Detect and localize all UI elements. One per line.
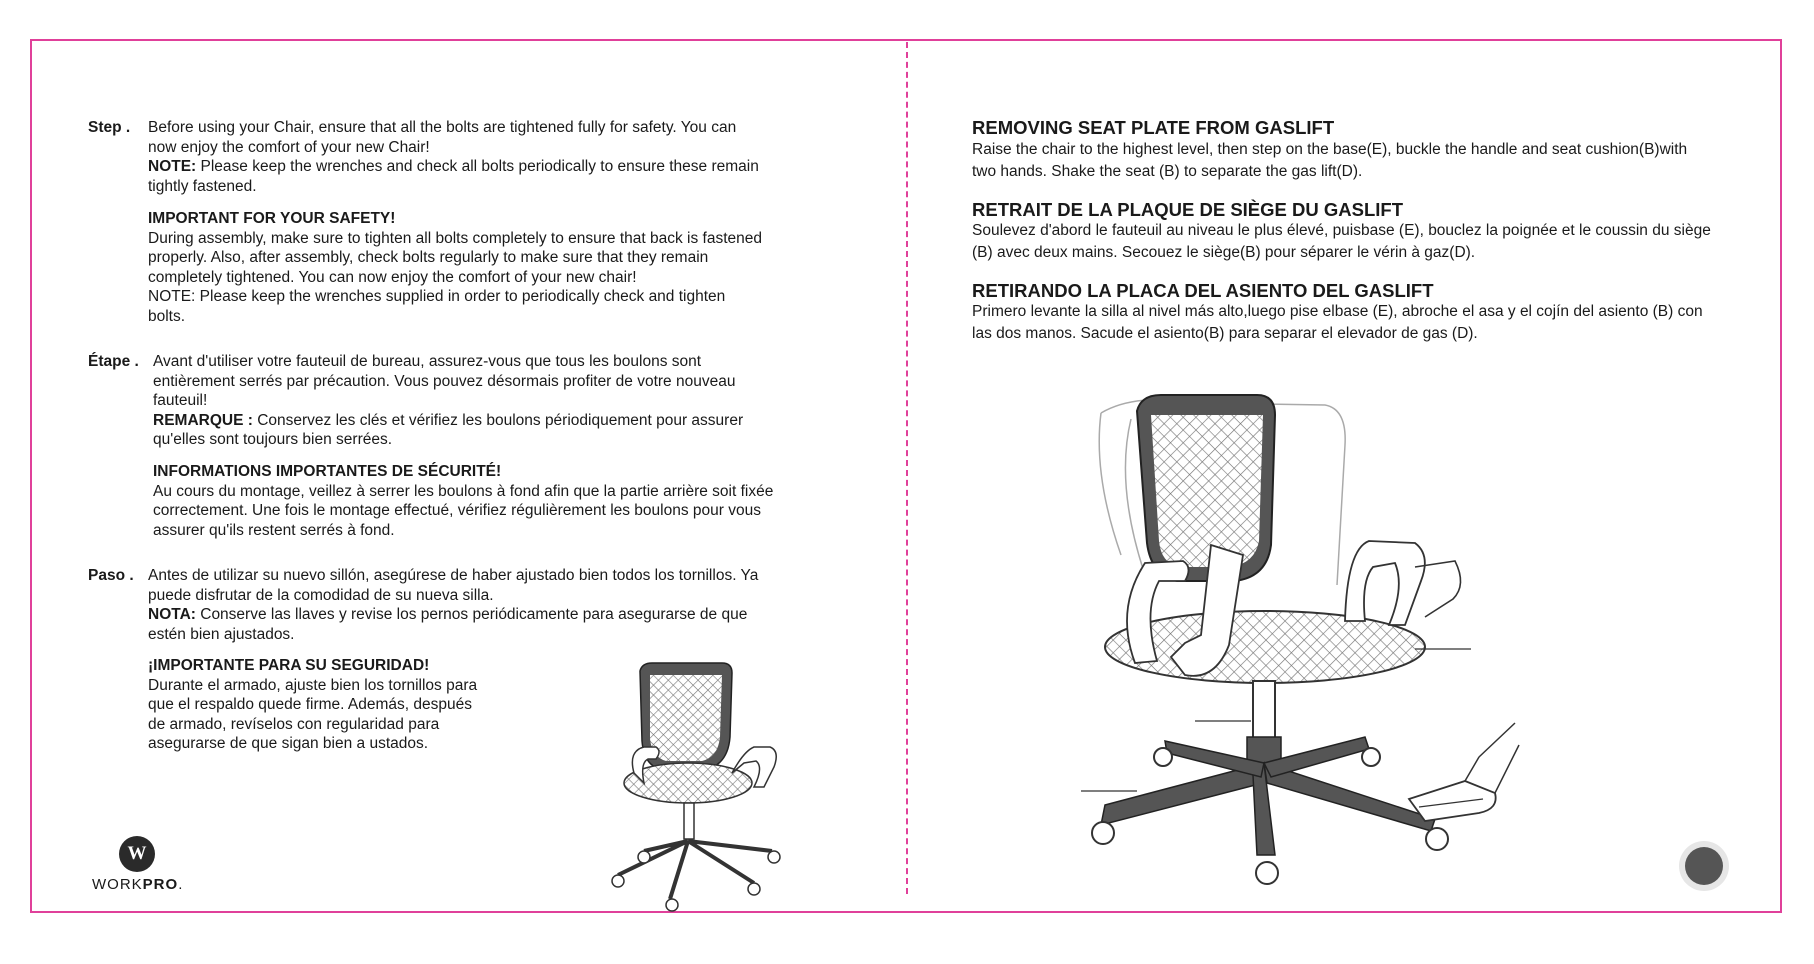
step-text: Before using your Chair, ensure that all the bolts are tightened fully for safety. You can now enjoy the comfort of your new Chair! NOTE: Please keep the wrenches and check all bolts periodically to ensure these remain tightly fastened.: [148, 119, 759, 195]
removing-title: REMOVING SEAT PLATE FROM GASLIFT: [972, 117, 1335, 138]
step-label: Step .: [88, 119, 131, 136]
paso-text: Antes de utilizar su nuevo sillón, asegúrese de haber ajustado bien todos los tornillos. Ya puede disfrutar de la comodidad de su nueva silla. NOTA: Conserve las llaves y revise los pernos periódicamente para asegurarse de que estén bien ajustados.: [148, 567, 759, 643]
etape-important-block: INFORMATIONS IMPORTANTES DE SÉCURITÉ! Au cours du montage, veillez à serrer les boulons à fond afin que la partie arrière soit fixée correctement. Une fois le montage effectué, vérifiez régulièrement les boulons pour vous assurer qu'ils restent serrés à fond.: [153, 463, 774, 539]
retirando-title: RETIRANDO LA PLACA DEL ASIENTO DEL GASLIFT: [972, 280, 1434, 301]
page-number-badge: [1679, 841, 1729, 891]
workpro-logo: [92, 836, 182, 893]
paso-label: Paso .: [88, 567, 134, 584]
retrait-title: RETRAIT DE LA PLAQUE DE SIÈGE DU GASLIFT: [972, 199, 1404, 220]
paso-important-title: ¡IMPORTANTE PARA SU SEGURIDAD!: [148, 657, 430, 674]
workpro-logo-mark: W: [119, 836, 155, 872]
retirando-text: Primero levante la silla al nivel más alto,luego pise elbase (E), abroche el asa y el cojín del asiento (B) con las dos manos. Sacude el asiento(B) para separar el elevador de gas (D).: [972, 303, 1703, 342]
step-important-block: IMPORTANT FOR YOUR SAFETY! During assembly, make sure to tighten all bolts completely to ensure that back is fastened properly. Also, after assembly, check bolts regularly to make sure that they remain completely tightened. You can now enjoy the comfort of your new chair! NOTE: Please keep the wrenches supplied in order to periodically check and tighten bolts.: [148, 210, 762, 325]
removing-text: Raise the chair to the highest level, then step on the base(E), buckle the handle and seat cushion(B)with two hands. Shake the seat (B) to separate the gas lift(D).: [972, 141, 1688, 180]
etape-important-title: INFORMATIONS IMPORTANTES DE SÉCURITÉ!: [153, 463, 502, 480]
paso-important-block: ¡IMPORTANTE PARA SU SEGURIDAD! Durante el armado, ajuste bien los tornillos para que el respaldo quede firme. Además, después de armado, revíselos con regularidad para asegurarse de que sigan bien a ustados.: [148, 657, 478, 753]
etape-text: Avant d'utiliser votre fauteuil de bureau, assurez-vous que tous les boulons sont entièrement serrés par précaution. Vous pouvez désormais profiter de votre nouveau fauteuil! REMARQUE : Conservez les clés et vérifiez les boulons périodiquement pour assurer qu'elles sont toujours bien serrées.: [153, 353, 744, 449]
chair-removal-illustration: [1075, 385, 1535, 895]
step-important-title: IMPORTANT FOR YOUR SAFETY!: [148, 210, 396, 227]
retrait-text: Soulevez d'abord le fauteuil au niveau le plus élevé, puisbase (E), bouclez la poignée et le coussin du siège (B) avec deux mains. Secouez le siège(B) pour séparer le vérin à gaz(D).: [972, 222, 1711, 261]
workpro-logo-text: WORKPRO.: [92, 876, 184, 893]
fold-line: [906, 42, 908, 894]
etape-label: Étape .: [88, 353, 139, 370]
chair-illustration-small: [604, 655, 814, 915]
